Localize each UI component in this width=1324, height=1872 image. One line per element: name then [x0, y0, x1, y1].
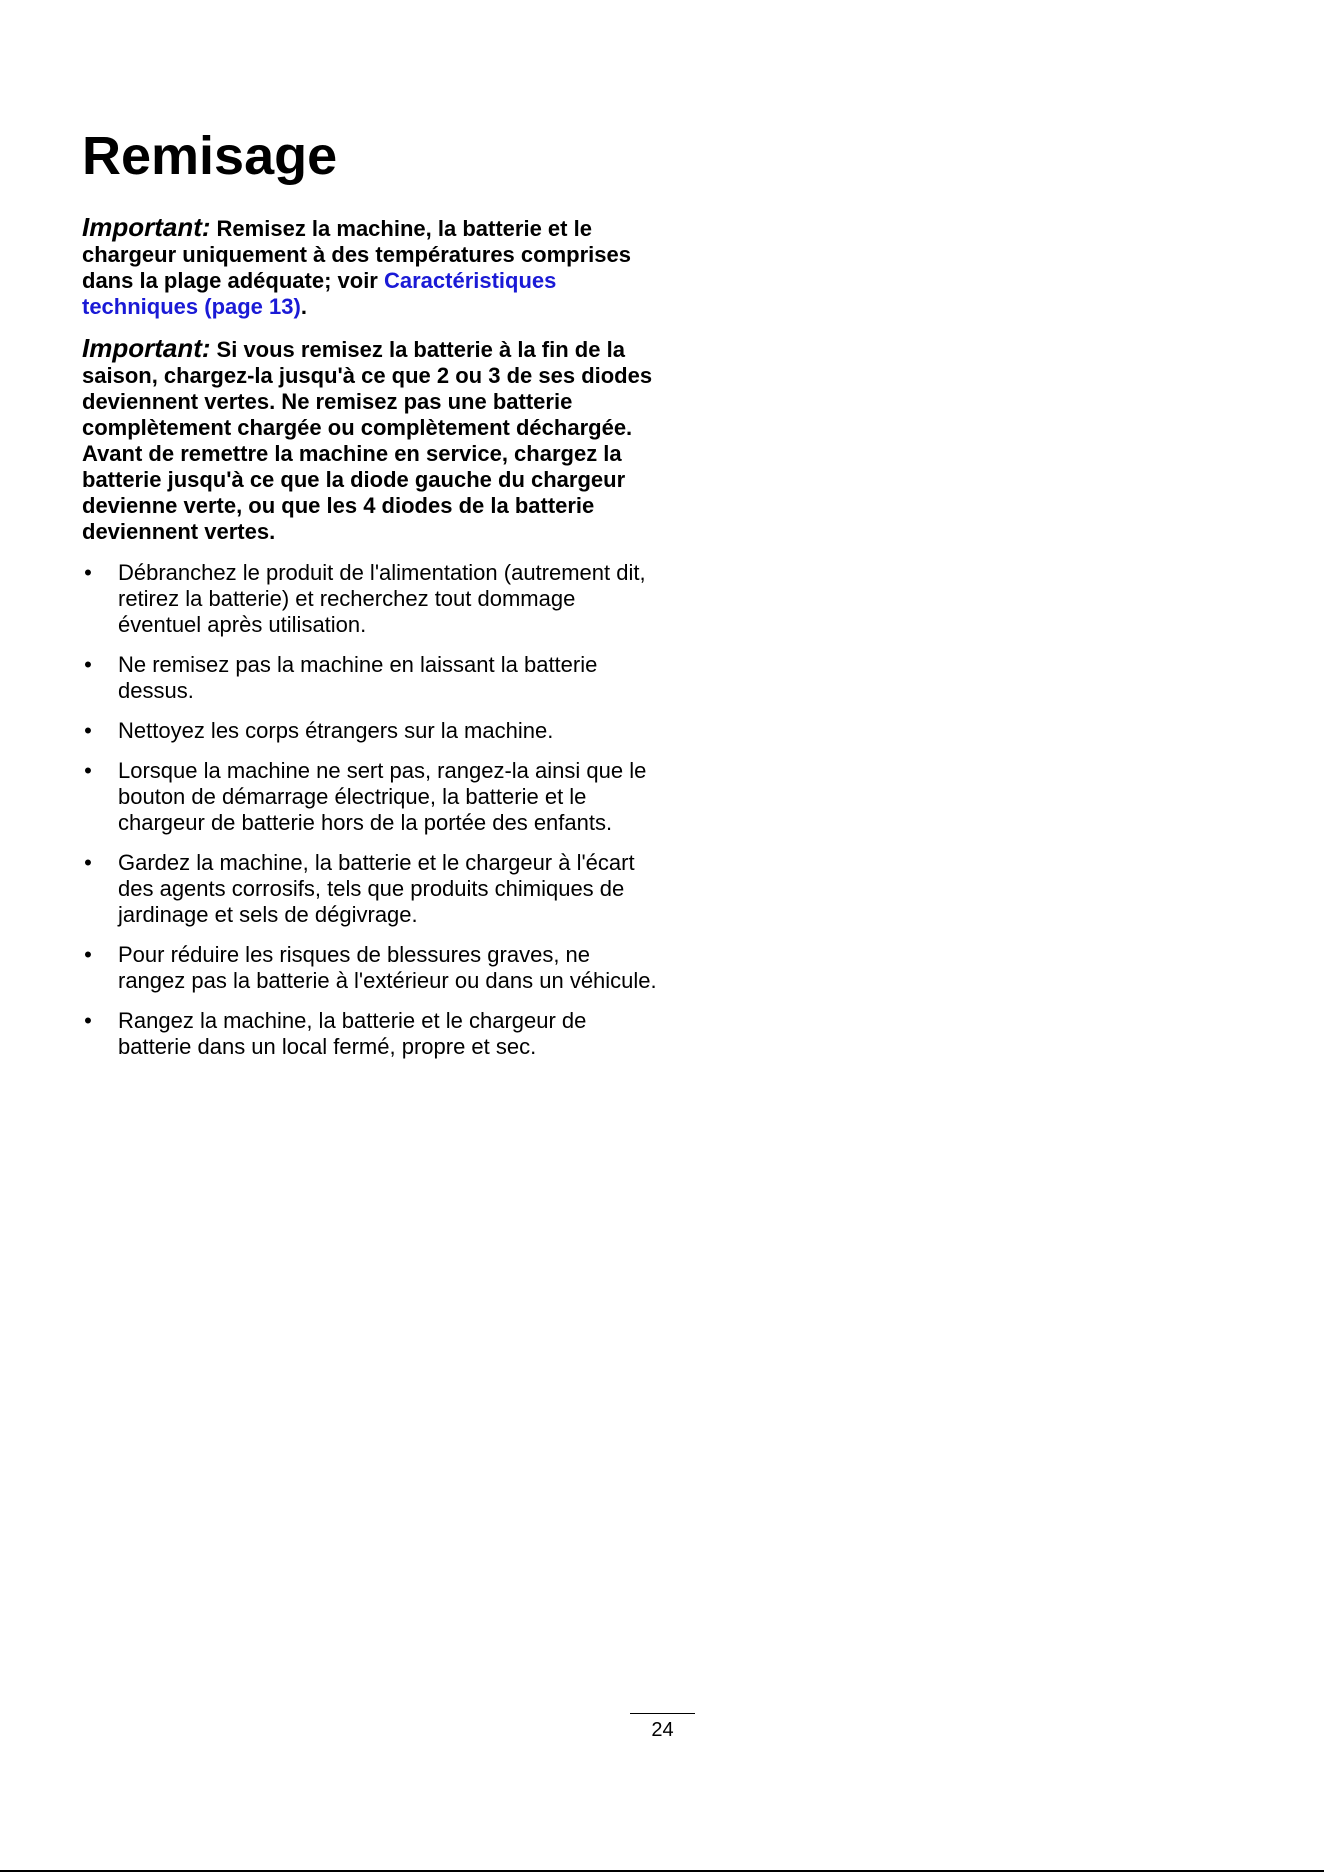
section-title: Remisage [82, 126, 338, 186]
important-note-end: . [300, 294, 307, 319]
important-note-charging [82, 335, 657, 545]
bullet-icon: • [84, 560, 92, 585]
storage-instructions-list [82, 560, 657, 1060]
list-item-text: Pour réduire les risques de blessures graves, ne rangez pas la batterie à l'extérieur ou dans un véhicule. [118, 942, 657, 993]
bullet-icon: • [84, 652, 92, 677]
list-item [82, 560, 657, 638]
page-footer [630, 1713, 695, 1741]
bullet-icon: • [84, 718, 92, 743]
important-note-temperature [82, 214, 657, 320]
list-item-text: Nettoyez les corps étrangers sur la machine. [118, 718, 554, 743]
list-item-text: Gardez la machine, la batterie et le chargeur à l'écart des agents corrosifs, tels que produits chimiques de jardinage et sels de dégivrage. [118, 850, 635, 927]
list-item [82, 942, 657, 994]
list-item [82, 652, 657, 704]
list-item [82, 850, 657, 928]
list-item [82, 1008, 657, 1060]
list-item-text: Lorsque la machine ne sert pas, rangez-la ainsi que le bouton de démarrage électrique, la batterie et le chargeur de batterie hors de la portée des enfants. [118, 758, 647, 835]
bullet-icon: • [84, 1008, 92, 1033]
list-item-text: Rangez la machine, la batterie et le chargeur de batterie dans un local fermé, propre et sec. [118, 1008, 587, 1059]
footer-rule [630, 1713, 695, 1714]
list-item-text: Débranchez le produit de l'alimentation (autrement dit, retirez la batterie) et recherchez tout dommage éventuel après utilisation. [118, 560, 646, 637]
important-label: Important: [82, 333, 211, 363]
important-note-text: Si vous remisez la batterie à la fin de la saison, chargez-la jusqu'à ce que 2 ou 3 de ses diodes deviennent vertes. Ne remisez pas une batterie complètement chargée ou complètement déchargée. Avant de remettre la machine en service, chargez la batterie jusqu'à ce que la diode gauche du chargeur devienne verte, ou que les 4 diodes de la batterie deviennent vertes. [82, 337, 653, 544]
list-item [82, 758, 657, 836]
page-number: 24 [651, 1719, 674, 1741]
page-content [82, 118, 657, 1074]
bullet-icon: • [84, 758, 92, 783]
important-note-text: Remisez la machine, la batterie et le chargeur uniquement à des températures comprises dans la plage adéquate; voir [82, 216, 631, 293]
list-item [82, 718, 657, 744]
specifications-link[interactable]: Caractéristiques techniques (page 13) [82, 268, 557, 319]
bullet-icon: • [84, 942, 92, 967]
important-label: Important: [82, 212, 211, 242]
bullet-icon: • [84, 850, 92, 875]
list-item-text: Ne remisez pas la machine en laissant la batterie dessus. [118, 652, 598, 703]
